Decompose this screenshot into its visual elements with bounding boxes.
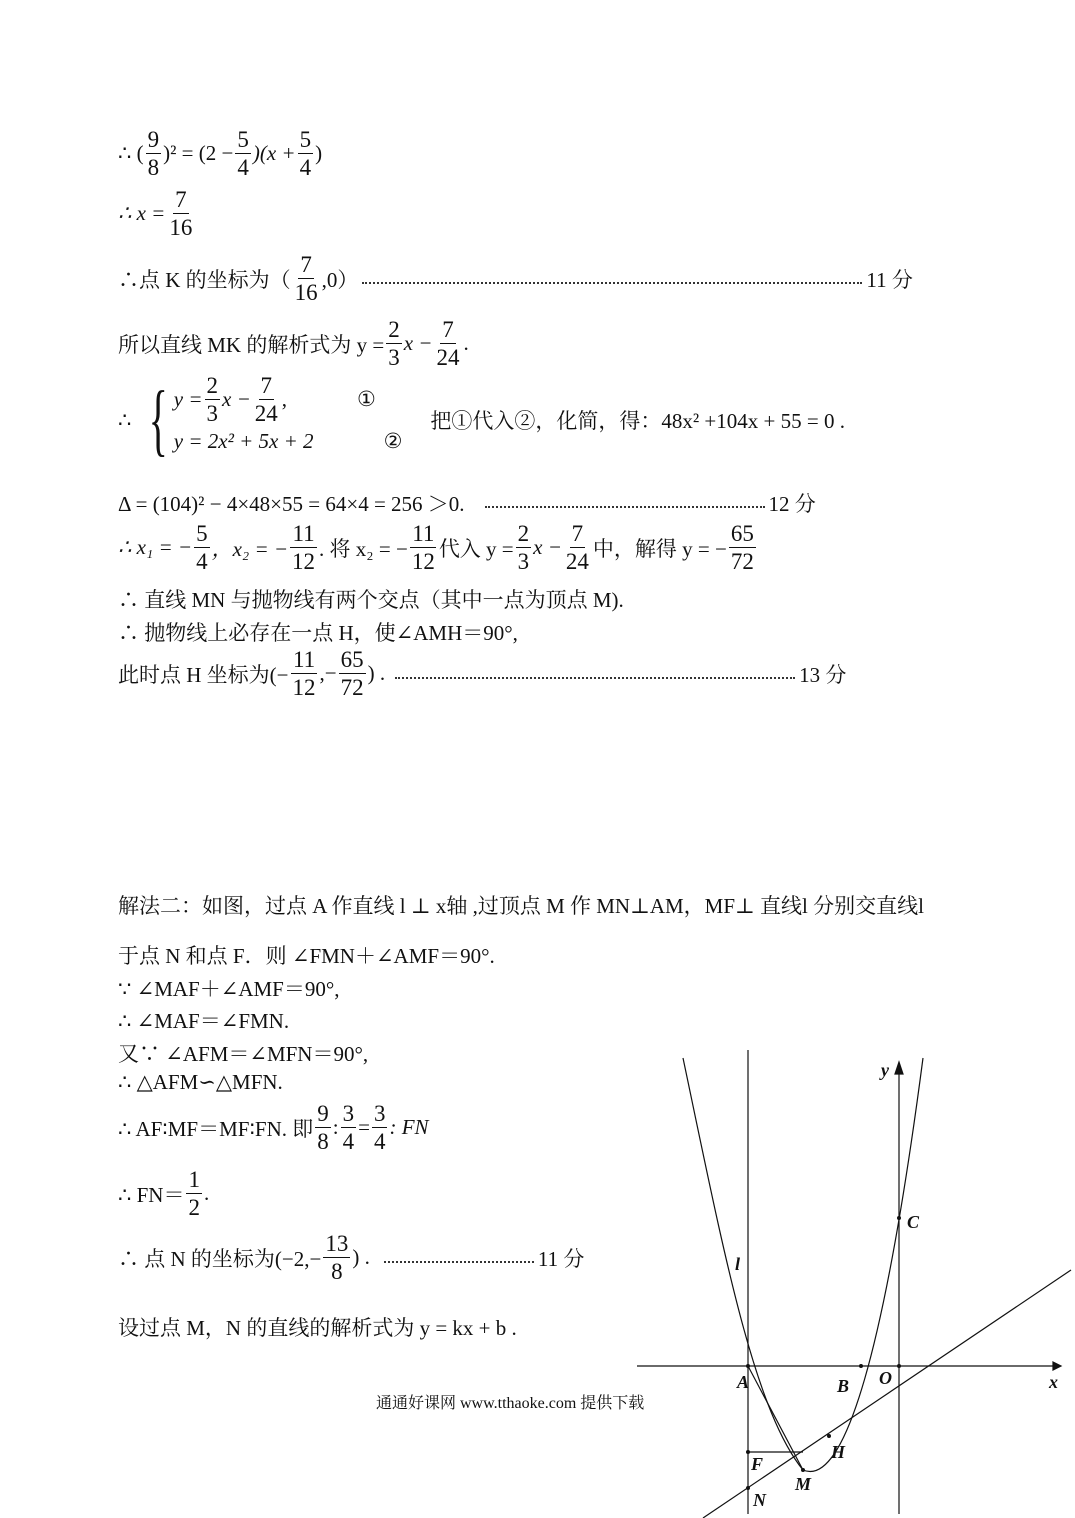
point-N	[746, 1486, 750, 1490]
method2-line-3: ∵ ∠MAF＋∠AMF＝90°,	[118, 977, 340, 1001]
footer-credit: 通通好课网 www.tthaoke.com 提供下载	[376, 1395, 645, 1412]
label-y: y	[881, 1060, 889, 1080]
point-A	[746, 1364, 750, 1368]
eq-line-7: ∴ x₁ = − $\frac{5}{4}$ ，x₂ = − $\frac{11}{12}$ . 将 x₂ = − $\frac{11}{12}$ 代入 y = $\frac{2}{3}$ x − $\frac{7}{24}$ 中，解得 y = − $\frac{65}{72}$	[118, 521, 754, 574]
point-F	[746, 1450, 750, 1454]
point-M	[801, 1468, 805, 1472]
method2-line-9: ∴ 点 N 的坐标为(−2,− $\frac{13}{8}$ ) . 11 分	[118, 1231, 585, 1284]
method2-line-6: ∴ △AFM∽△MFN.	[118, 1070, 283, 1094]
eq-line-3: ∴点 K 的坐标为（ $\frac{7}{16}$ ,0） 11 分	[118, 252, 913, 305]
label-C: C	[907, 1212, 920, 1232]
method2-line-8: ∴ FN＝ $\frac{1}{2}$ .	[118, 1167, 210, 1220]
score: 11 分	[537, 1246, 585, 1271]
eq-line-2: ∴ x = $\frac{7}{16}$	[118, 187, 193, 240]
label-H: H	[831, 1442, 846, 1462]
method2-line-1: 解法二：如图，过点 A 作直线 l ⊥ x轴 ,过顶点 M 作 MN⊥AM，MF⊥ 直线l 分别交直线l	[118, 894, 924, 918]
label-x: x	[1049, 1372, 1058, 1392]
label-M: M	[795, 1474, 812, 1494]
y-axis-arrow	[895, 1062, 903, 1074]
eq-line-9: ∴ 抛物线上必存在一点 H，使∠AMH＝90°,	[118, 621, 518, 645]
parabola-curve	[683, 1058, 923, 1472]
parabola-figure	[635, 1048, 1075, 1518]
score: 13 分	[799, 662, 847, 687]
eq-line-8: ∴ 直线 MN 与抛物线有两个交点（其中一点为顶点 M).	[118, 588, 624, 612]
method2-line-7: ∴ AF∶MF＝MF∶FN. 即 $\frac{9}{8}$ : $\frac{3}{4}$ = $\frac{3}{4}$ : FN	[118, 1101, 429, 1154]
label-O: O	[879, 1368, 892, 1388]
eq-line-4: 所以直线 MK 的解析式为 y = $\frac{2}{3}$ x − $\frac{7}{24}$ .	[118, 317, 469, 370]
eq-line-1: ∴ ( $\frac{9}{8}$ )² = (2 − $\frac{5}{4}$ )(x + $\frac{5}{4}$ )	[118, 127, 323, 180]
line-MN	[703, 1270, 1071, 1518]
eq-line-6: Δ = (104)² − 4×48×55 = 64×4 = 256 ＞0. 12 分	[118, 488, 816, 518]
point-H	[827, 1434, 831, 1438]
label-N: N	[753, 1490, 766, 1510]
method2-line-2: 于点 N 和点 F．则 ∠FMN＋∠AMF＝90°.	[118, 944, 495, 968]
label-l: l	[735, 1254, 741, 1274]
equation-system: ∴ { y = $\frac{2}{3}$ x − $\frac{7}{24}$ , ① y = 2x² + 5x + 2 ② 把①代入②，化简，得：48x² +104x + 55 = 0 .	[118, 372, 845, 464]
label-B: B	[837, 1376, 850, 1396]
point-B	[859, 1364, 863, 1368]
method2-line-10: 设过点 M，N 的直线的解析式为 y = kx + b .	[118, 1316, 517, 1340]
score: 12 分	[768, 492, 816, 516]
eq-line-10: 此时点 H 坐标为(− $\frac{11}{12}$ ,− $\frac{65}{72}$ ) . 13 分	[118, 647, 847, 700]
label-A: A	[737, 1372, 750, 1392]
point-C	[897, 1216, 901, 1220]
label-F: F	[751, 1454, 764, 1474]
x-axis-arrow	[1053, 1362, 1061, 1370]
score: 11 分	[866, 267, 913, 292]
method2-line-4: ∴ ∠MAF＝∠FMN.	[118, 1009, 290, 1033]
method2-line-5: 又∵ ∠AFM＝∠MFN＝90°,	[118, 1042, 369, 1066]
point-O	[897, 1364, 901, 1368]
